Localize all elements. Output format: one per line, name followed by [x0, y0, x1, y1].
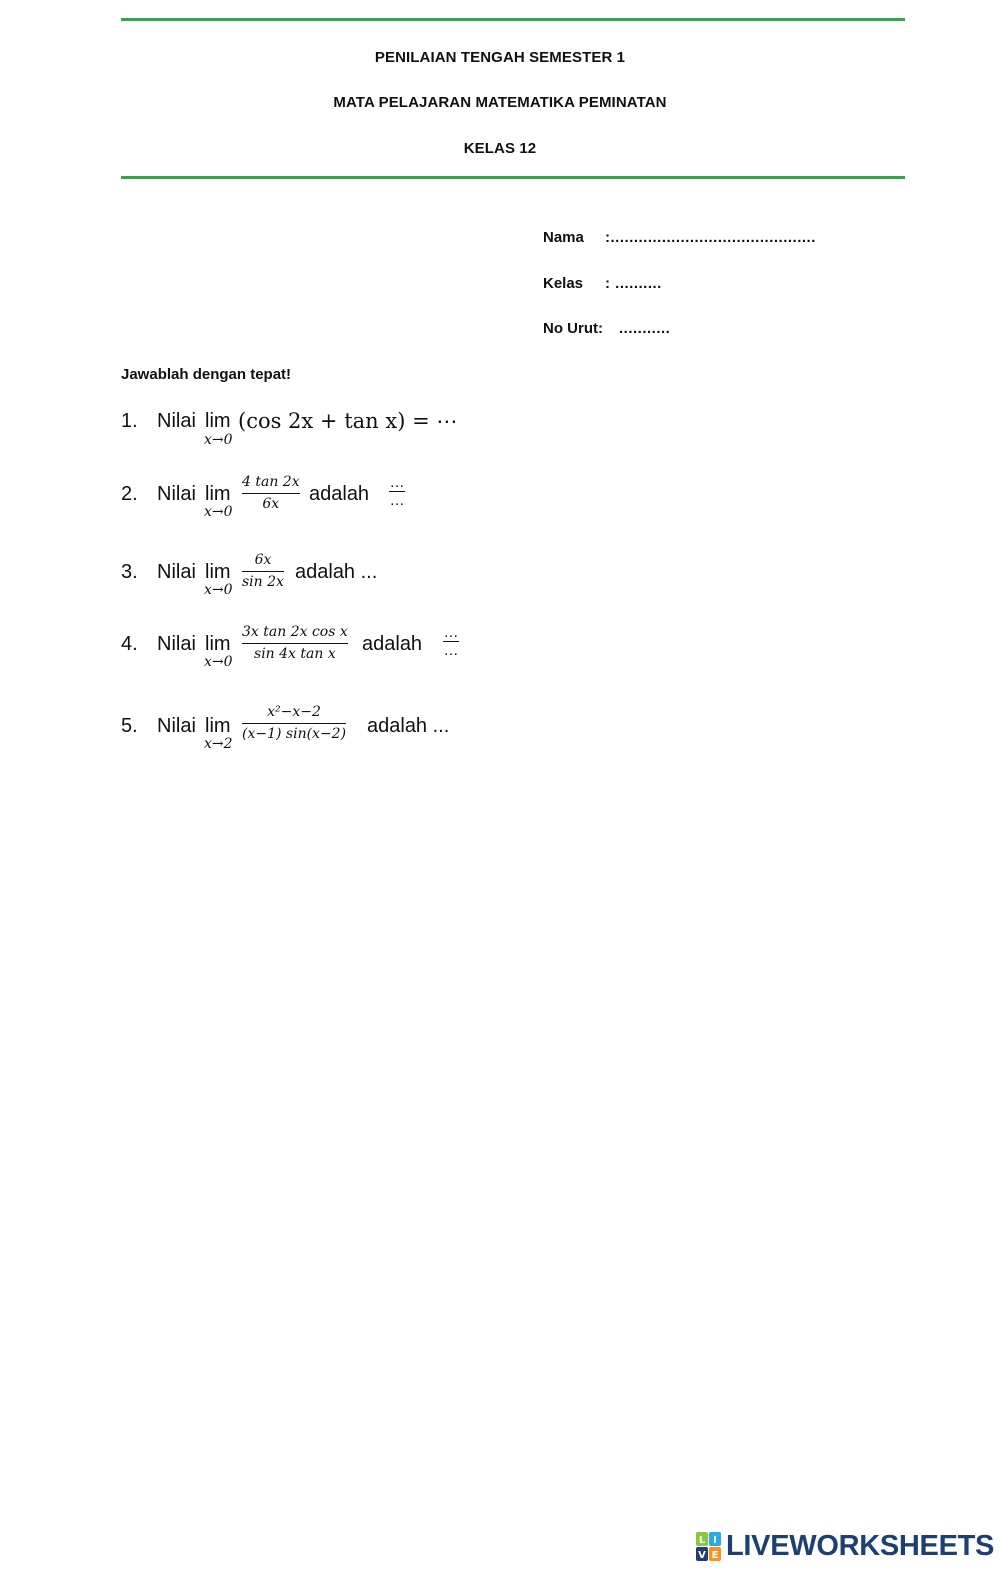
exam-title: PENILAIAN TENGAH SEMESTER 1: [374, 49, 626, 66]
instruction: Jawablah dengan tepat!: [121, 366, 292, 383]
answer-fraction[interactable]: [443, 626, 459, 657]
number-label: No Urut:: [543, 320, 603, 337]
name-field: [543, 229, 816, 246]
name-label: Nama: [543, 229, 584, 246]
fraction-bar: [242, 723, 346, 724]
limit-subscript: x→0: [204, 654, 233, 670]
logo-letter-e: E: [711, 1550, 719, 1561]
bottom-rule: [121, 176, 905, 179]
question-prefix: Nilai: [157, 561, 196, 583]
top-rule: [121, 18, 905, 21]
question-number: 3.: [121, 561, 138, 583]
answer-numerator: …: [389, 474, 405, 491]
answer-numerator: …: [443, 624, 459, 641]
subject-title: MATA PELAJARAN MATEMATIKA PEMINATAN: [333, 94, 667, 111]
limit-subscript: x→0: [204, 432, 233, 448]
question-1: [121, 408, 581, 468]
limit-operator: lim: [205, 561, 231, 583]
fraction-denominator: 6x: [262, 496, 280, 512]
question-number: 1.: [121, 410, 138, 432]
question-suffix: adalah ...: [367, 715, 450, 737]
logo-letter-i: I: [713, 1535, 717, 1546]
question-prefix: Nilai: [157, 715, 196, 737]
question-4: [121, 622, 481, 678]
class-title: KELAS 12: [463, 140, 537, 157]
fraction-numerator: 3x tan 2x cos x: [242, 624, 348, 640]
limit-expression: (cos 2x + tan x) = ⋯: [238, 409, 458, 433]
question-suffix: adalah ...: [295, 561, 378, 583]
liveworksheets-logo-icon: [696, 1532, 722, 1562]
fraction-bar: [242, 571, 284, 572]
fraction-denominator: sin 4x tan x: [254, 646, 336, 662]
number-blank[interactable]: ...........: [619, 320, 671, 337]
question-3: [121, 550, 441, 606]
logo-letter-v: V: [698, 1550, 706, 1561]
question-prefix: Nilai: [157, 483, 196, 505]
question-number: 4.: [121, 633, 138, 655]
limit-operator: lim: [205, 633, 231, 655]
limit-subscript: x→0: [204, 504, 233, 520]
question-number: 2.: [121, 483, 138, 505]
question-suffix: adalah: [309, 483, 370, 505]
answer-fraction[interactable]: [389, 476, 405, 507]
logo-letter-l: L: [698, 1535, 706, 1546]
question-5: [121, 703, 481, 759]
fraction-numerator: 6x: [254, 552, 272, 568]
answer-denominator: …: [443, 642, 459, 659]
question-number: 5.: [121, 715, 138, 737]
limit-fraction: [242, 704, 346, 742]
limit-subscript: x→0: [204, 582, 233, 598]
answer-denominator: …: [389, 492, 405, 509]
fraction-numerator: x²−x−2: [267, 704, 321, 720]
limit-fraction: [242, 474, 300, 512]
limit-operator: lim: [205, 715, 231, 737]
class-blank[interactable]: : ..........: [605, 275, 662, 292]
brand-name[interactable]: LIVEWORKSHEETS: [726, 1530, 995, 1562]
fraction-denominator: (x−1) sin(x−2): [242, 726, 347, 742]
fraction-numerator: 4 tan 2x: [242, 474, 300, 490]
limit-fraction: [242, 624, 348, 662]
question-2: [121, 472, 441, 528]
limit-operator: lim: [205, 483, 231, 505]
fraction-denominator: sin 2x: [242, 574, 284, 590]
question-prefix: Nilai: [157, 410, 196, 432]
question-prefix: Nilai: [157, 633, 196, 655]
number-field: [543, 320, 670, 337]
limit-subscript: x→2: [204, 736, 233, 752]
limit-operator: lim: [205, 410, 231, 432]
limit-fraction: [242, 552, 284, 590]
class-field: [543, 275, 662, 292]
class-label: Kelas: [543, 275, 584, 292]
question-suffix: adalah: [362, 633, 423, 655]
fraction-bar: [242, 493, 300, 494]
fraction-bar: [242, 643, 348, 644]
name-blank[interactable]: :............................................: [605, 229, 816, 246]
